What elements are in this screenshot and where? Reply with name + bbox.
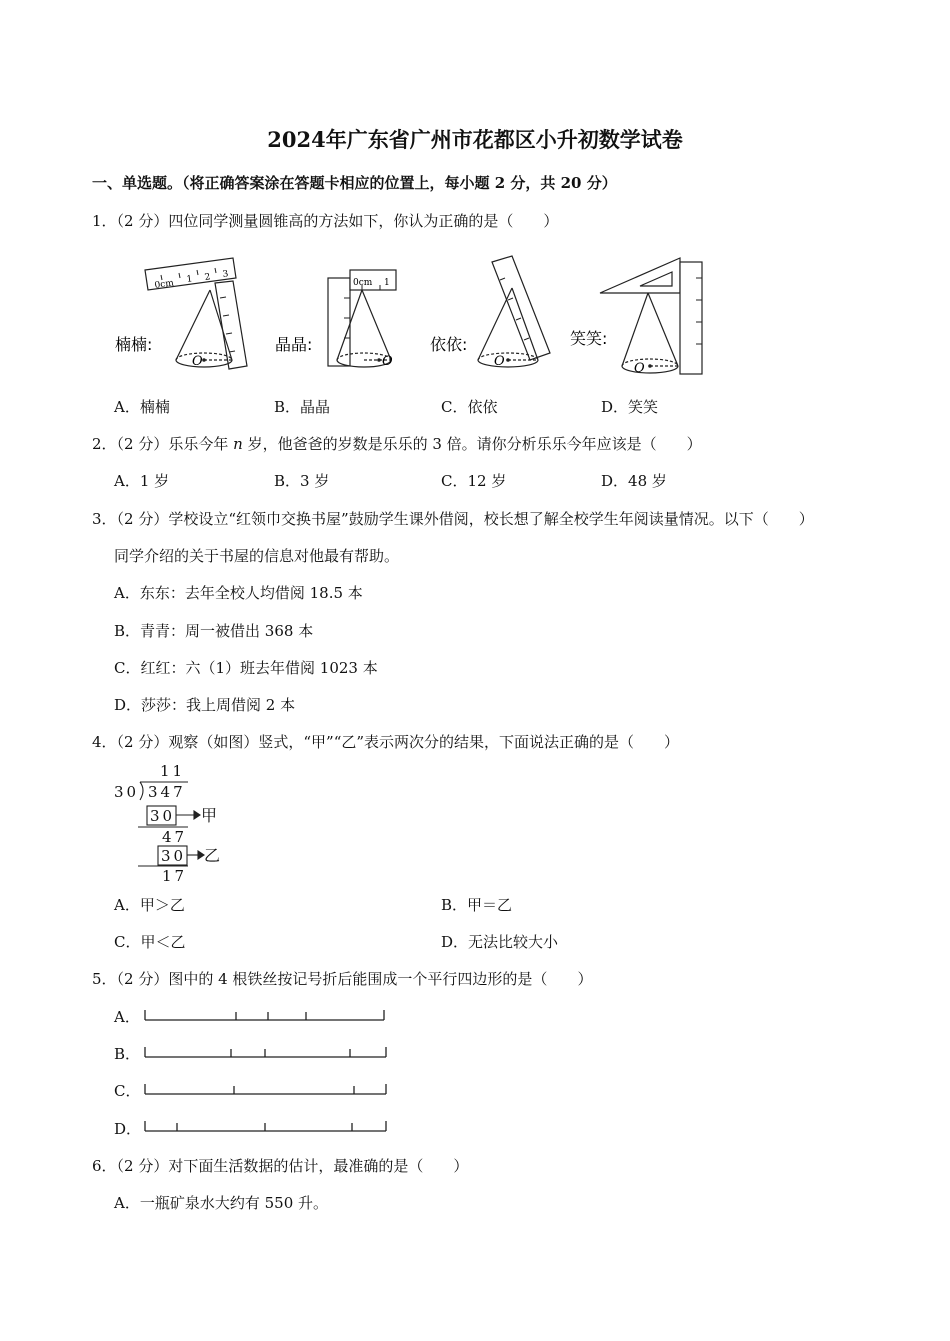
remainder2: 17 — [162, 867, 188, 885]
q2-option-d[interactable]: D．48 岁 — [601, 472, 667, 490]
q1-option-b[interactable]: B．晶晶 — [274, 398, 331, 416]
q5-option-b[interactable]: B． — [114, 1045, 141, 1063]
section-heading: 一、单选题。（将正确答案涂在答题卡相应的位置上，每小题 2 分，共 20 分） — [92, 174, 617, 192]
q1-option-c[interactable]: C．依依 — [441, 398, 498, 416]
wire-b — [144, 1045, 388, 1059]
step2-product: 30 — [161, 847, 187, 865]
q6-option-a[interactable]: A．一瓶矿泉水大约有 550 升。 — [114, 1194, 329, 1212]
dividend: 347 — [148, 783, 186, 801]
ruler-tick: 3 — [222, 269, 230, 280]
center-mark: O — [382, 354, 393, 369]
figure-label-xiaoxiao: 笑笑: — [570, 329, 608, 348]
ruler-tick: 1 — [384, 278, 390, 288]
q3-option-d[interactable]: D．莎莎：我上周借阅 2 本 — [114, 696, 296, 714]
q5-option-d[interactable]: D． — [114, 1120, 142, 1138]
center-mark: O — [634, 361, 645, 376]
question-3-stem-cont: 同学介绍的关于书屋的信息对他最有帮助。 — [114, 547, 400, 565]
q1-option-a[interactable]: A．楠楠 — [114, 398, 170, 416]
figure-label-jingjing: 晶晶: — [275, 335, 313, 354]
question-4-stem: 4．（2 分）观察（如图）竖式，“甲”“乙”表示两次分的结果，下面说法正确的是（ ） — [92, 733, 680, 751]
q5-option-c[interactable]: C． — [114, 1082, 141, 1100]
quotient: 11 — [160, 762, 186, 780]
question-3-stem: 3．（2 分）学校设立“红领巾交换书屋”鼓励学生课外借阅，校长想了解全校学生年阅读量情况。以下（ ） — [92, 510, 814, 528]
figure-label-yiyi: 依依: — [430, 335, 468, 354]
question-2-stem: 2．（2 分）乐乐今年 n 岁，他爸爸的岁数是乐乐的 3 倍。请你分析乐乐今年应该是（ ） — [92, 435, 702, 453]
question-1-figure — [100, 248, 720, 383]
ruler-zero: 0cm — [154, 278, 175, 291]
q4-option-d[interactable]: D．无法比较大小 — [441, 933, 559, 951]
label-jia: 甲 — [201, 806, 218, 825]
q2-option-a[interactable]: A．1 岁 — [114, 472, 170, 490]
q3-option-b[interactable]: B．青青：周一被借出 368 本 — [114, 622, 314, 640]
q5-option-a[interactable]: A． — [114, 1008, 140, 1026]
ruler-tick: 2 — [204, 272, 212, 283]
divisor: 30 — [114, 783, 140, 801]
center-mark: O — [494, 354, 505, 369]
exam-title: 2024年广东省广州市花都区小升初数学试卷 — [267, 127, 683, 152]
question-6-stem: 6．（2 分）对下面生活数据的估计，最准确的是（ ） — [92, 1157, 469, 1175]
question-5-stem: 5．（2 分）图中的 4 根铁丝按记号折后能围成一个平行四边形的是（ ） — [92, 970, 593, 988]
label-yi: 乙 — [204, 846, 221, 865]
figure-label-nannan: 楠楠: — [115, 335, 153, 354]
variable-n: n — [233, 435, 243, 453]
ruler-tick: 1 — [186, 274, 194, 285]
wire-d — [144, 1119, 388, 1133]
long-division-figure — [110, 760, 240, 886]
ruler-zero: 0cm — [353, 278, 373, 288]
q3-option-c[interactable]: C．红红：六（1）班去年借阅 1023 本 — [114, 659, 378, 677]
q4-option-c[interactable]: C．甲＜乙 — [114, 933, 186, 951]
center-mark: O — [192, 354, 203, 369]
wire-a — [144, 1008, 386, 1022]
step1-product: 30 — [150, 807, 176, 825]
q4-option-b[interactable]: B．甲＝乙 — [441, 896, 513, 914]
q3-option-a[interactable]: A．东东：去年全校人均借阅 18.5 本 — [114, 584, 363, 602]
q2-option-b[interactable]: B．3 岁 — [274, 472, 330, 490]
question-1-stem: 1．（2 分）四位同学测量圆锥高的方法如下，你认为正确的是（ ） — [92, 212, 559, 230]
remainder1: 47 — [162, 828, 188, 846]
wire-c — [144, 1082, 388, 1096]
q4-option-a[interactable]: A．甲＞乙 — [114, 896, 185, 914]
q2-option-c[interactable]: C．12 岁 — [441, 472, 507, 490]
q1-option-d[interactable]: D．笑笑 — [601, 398, 659, 416]
